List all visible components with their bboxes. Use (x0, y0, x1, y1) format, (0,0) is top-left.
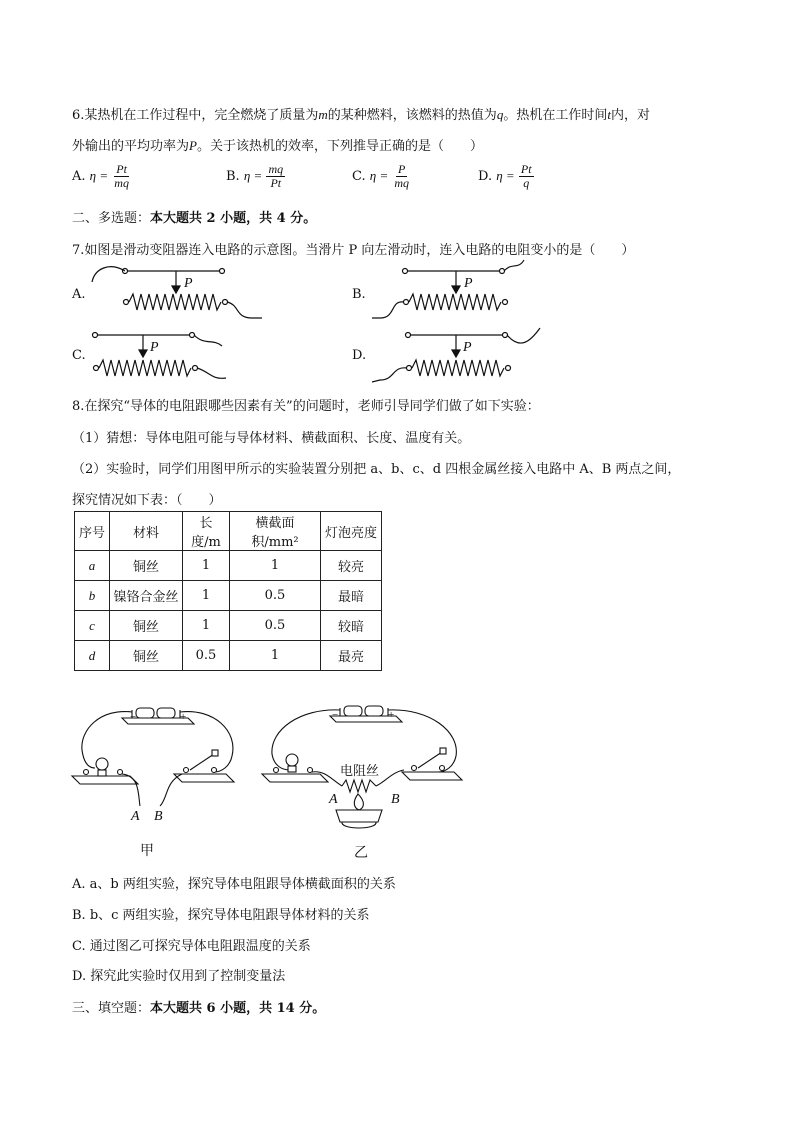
q6-option-a[interactable]: A. η = $\frac{Pt}{mq}$ (72, 162, 129, 190)
table-header-cell: 灯泡亮度 (321, 512, 382, 551)
q6-option-b[interactable]: B. η = $\frac{mq}{Pt}$ (226, 162, 284, 190)
table-header-cell: 材料 (110, 512, 183, 551)
q7-rheostat-d (372, 328, 540, 382)
yi-plus-sign: + (388, 709, 395, 721)
q8-table-intro: 探究情况如下表：（ ） (72, 493, 222, 508)
table-cell: 镍铬合金丝 (110, 581, 183, 611)
q6-stem-line2: 外输出的平均功率为P。关于该热机的效率，下列推导正确的是（ ） (72, 138, 483, 154)
q6-option-c[interactable]: C. η = $\frac{P}{mq}$ (352, 162, 410, 190)
table-cell: c (75, 611, 110, 641)
q7-label-c[interactable]: C. (72, 348, 86, 363)
yi-label-a: A (329, 792, 338, 807)
figure-yi-caption: 乙 (354, 845, 368, 861)
table-cell: 较暗 (321, 611, 382, 641)
table-header-row (75, 512, 382, 551)
table-row (75, 641, 382, 671)
q8-guess: （1）猜想：导体电阻可能与导体材料、横截面积、长度、温度有关。 (72, 431, 471, 446)
q7-rheostat-diagrams (0, 0, 794, 400)
table-cell: 0.5 (230, 611, 321, 641)
q6-stem-line1: 6.某热机在工作过程中，完全燃烧了质量为m的某种燃料，该燃料的热值为q。热机在工作时间t内，对 (72, 107, 650, 123)
table-cell: 铜丝 (110, 611, 183, 641)
figure-jia-caption: 甲 (140, 843, 154, 859)
q6-option-d[interactable]: D. η = $\frac{Pt}{q}$ (478, 162, 532, 190)
q7-slider-label-b: P (464, 276, 473, 291)
table-cell: a (75, 551, 110, 581)
table-cell: 1 (183, 551, 230, 581)
yi-label-b: B (391, 792, 400, 807)
table-cell: 0.5 (183, 641, 230, 671)
jia-label-b: B (154, 809, 163, 824)
jia-plus-sign: + (180, 711, 187, 723)
q7-label-b[interactable]: B. (352, 287, 366, 302)
yi-wire-label: 电阻丝 (340, 764, 380, 779)
yi-minus-sign: − (332, 709, 339, 721)
table-cell: 最暗 (321, 581, 382, 611)
section-2-heading: 二、多选题：本大题共 2 小题，共 4 分。 (72, 211, 317, 226)
q8-data-table (74, 511, 382, 671)
q8-circuit-figures (0, 690, 794, 870)
q7-label-a[interactable]: A. (72, 287, 86, 302)
jia-minus-sign: − (130, 711, 137, 723)
q8-experiment: （2）实验时，同学们用图甲所示的实验装置分别把 a、b、c、d 四根金属丝接入电路中 A、B 两点之间， (72, 462, 681, 477)
table-row (75, 581, 382, 611)
table-cell: 铜丝 (110, 551, 183, 581)
q8-option-b[interactable]: B. b、c 两组实验，探究导体电阻跟导体材料的关系 (72, 908, 370, 923)
circuit-jia (72, 708, 234, 806)
q8-option-a[interactable]: A. a、b 两组实验，探究导体电阻跟导体横截面积的关系 (72, 877, 396, 892)
table-cell: 铜丝 (110, 641, 183, 671)
table-header-cell: 长度/m (183, 512, 230, 551)
q7-rheostat-b (372, 260, 524, 318)
table-header-cell: 序号 (75, 512, 110, 551)
q7-slider-label-c: P (150, 340, 159, 355)
q7-rheostat-a (92, 267, 262, 318)
table-cell: 1 (183, 581, 230, 611)
section-3-heading: 三、填空题：本大题共 6 小题，共 14 分。 (72, 1001, 326, 1016)
q8-stem: 8.在探究“导体的电阻跟哪些因素有关”的问题时，老师引导同学们做了如下实验： (72, 399, 540, 414)
jia-label-a: A (131, 809, 140, 824)
table-row (75, 611, 382, 641)
table-cell: 1 (183, 611, 230, 641)
q7-stem: 7.如图是滑动变阻器连入电路的示意图。当滑片 P 向左滑动时，连入电路的电阻变小的是（ ） (72, 243, 635, 258)
table-cell: 最亮 (321, 641, 382, 671)
table-cell: 1 (230, 641, 321, 671)
table-cell: 较亮 (321, 551, 382, 581)
q7-rheostat-c (93, 333, 227, 379)
table-cell: b (75, 581, 110, 611)
q8-option-d[interactable]: D. 探究此实验时仅用到了控制变量法 (72, 969, 286, 984)
table-cell: d (75, 641, 110, 671)
q7-slider-label-d: P (463, 340, 472, 355)
table-header-cell: 横截面积/mm² (230, 512, 321, 551)
q7-slider-label-a: P (184, 276, 193, 291)
q8-option-c[interactable]: C. 通过图乙可探究导体电阻跟温度的关系 (72, 939, 311, 954)
table-cell: 1 (230, 551, 321, 581)
table-cell: 0.5 (230, 581, 321, 611)
table-row (75, 551, 382, 581)
q7-label-d[interactable]: D. (352, 348, 367, 363)
